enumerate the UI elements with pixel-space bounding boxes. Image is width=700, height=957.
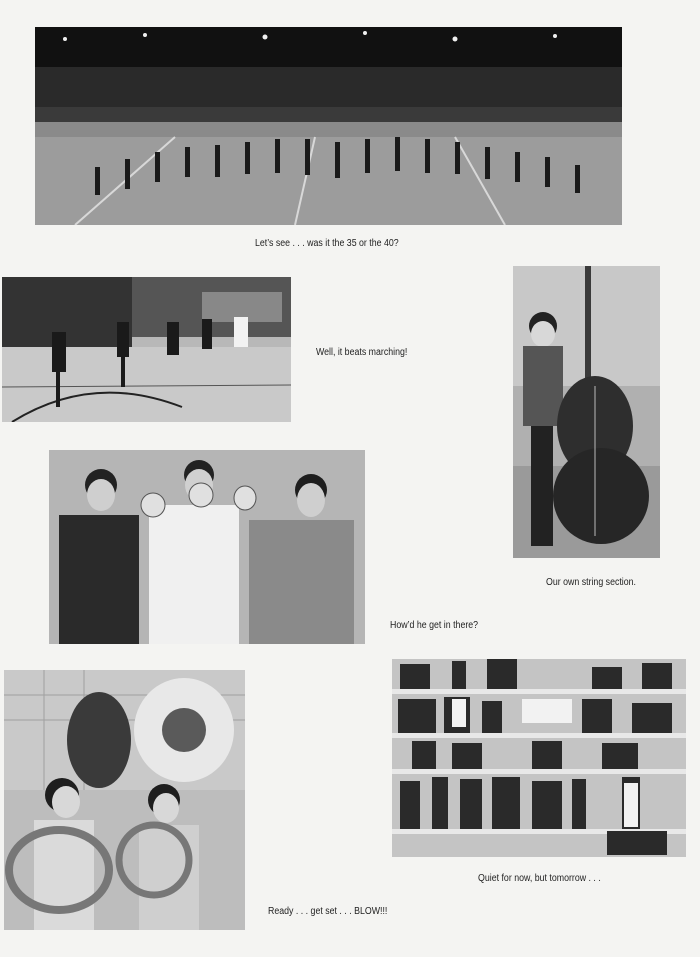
gym-dance-photo	[2, 277, 291, 422]
gym-dance-caption: Well, it beats marching!	[316, 347, 408, 358]
sousaphone-players-photo	[4, 670, 245, 930]
sousaphones-caption: Ready . . . get set . . . BLOW!!!	[268, 906, 388, 917]
marching-band-field-photo	[35, 27, 622, 225]
string-section-caption: Our own string section.	[546, 577, 636, 588]
marching-field-caption: Let’s see . . . was it the 35 or the 40?	[255, 238, 399, 249]
instrument-cases-photo	[392, 659, 686, 857]
trumpets-caption: How’d he get in there?	[390, 620, 479, 631]
bass-player-photo	[513, 266, 660, 558]
trumpet-trio-photo	[49, 450, 365, 644]
instrument-shelves-caption: Quiet for now, but tomorrow . . .	[478, 873, 601, 884]
